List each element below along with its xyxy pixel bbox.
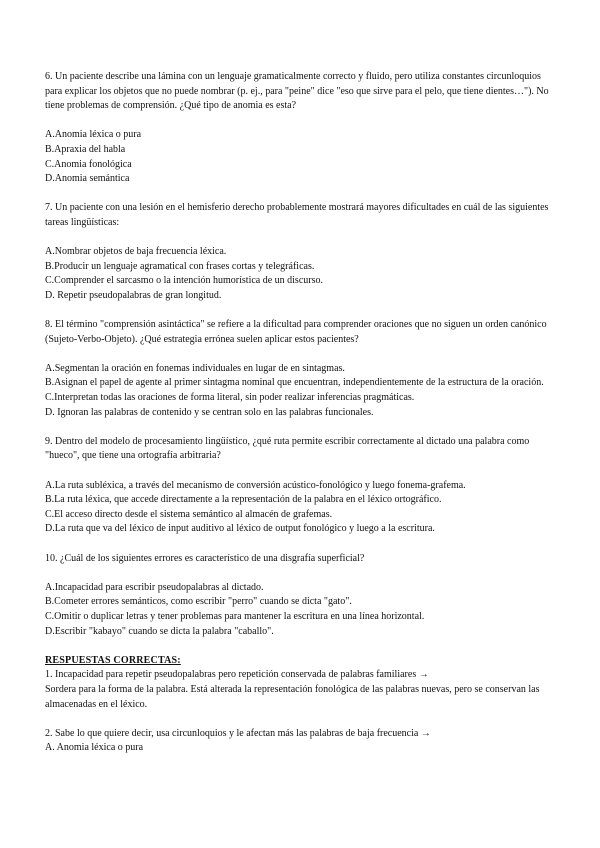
option-d: D. Ignoran las palabras de contenido y se centran solo en las palabras funcionales.	[45, 406, 374, 418]
option-a: A.Segmentan la oración en fonemas individuales en lugar de en sintagmas.	[45, 362, 345, 374]
option-a: A.Anomia léxica o pura	[45, 129, 142, 141]
option-d: D.La ruta que va del léxico de input auditivo al léxico de output fonológico y luego a la escritura.	[45, 523, 435, 535]
option-a: A.Incapacidad para escribir pseudopalabras al dictado.	[45, 581, 264, 593]
answer-2	[45, 727, 560, 756]
answer-text: A. Anomia léxica o pura	[45, 742, 144, 754]
question-6	[45, 70, 560, 187]
option-d: D.Anomia semántica	[45, 173, 130, 185]
answer-1	[45, 668, 560, 712]
option-d: D.Escribir "kabayo" cuando se dicta la palabra "caballo".	[45, 625, 274, 637]
question-stem: 7. Un paciente con una lesión en el hemisferio derecho probablemente mostrará mayores dificultades en cuál de las siguientes tareas lingüísticas:	[45, 202, 549, 228]
answer-text: Sordera para la forma de la palabra. Está alterada la representación fonológica de las palabras nuevas, pero se conservan las almacenadas en el léxico.	[45, 683, 540, 710]
question-stem: 8. El término "comprensión asintáctica" se refiere a la dificultad para comprender oraciones que no siguen un orden canónico (Sujeto-Verbo-Objeto). ¿Qué estrategia errónea suelen aplicar estos pacientes?	[45, 319, 547, 345]
option-a: A.Nombrar objetos de baja frecuencia léxica.	[45, 246, 227, 258]
option-a: A.La ruta subléxica, a través del mecanismo de conversión acústico-fonológico y luego fonema-grafema.	[45, 479, 466, 491]
answer-question: 1. Incapacidad para repetir pseudopalabras pero repetición conservada de palabras familiares →	[45, 669, 429, 681]
question-7	[45, 201, 560, 303]
answers-title: RESPUESTAS CORRECTAS:	[45, 654, 181, 666]
question-8	[45, 318, 560, 420]
question-stem: 6. Un paciente describe una lámina con un lenguaje gramaticalmente correcto y fluido, pero utiliza constantes circunloquios para explicar los objetos que no puede nombrar (p. ej., para "peine" dice "eso que sirve para el pelo, que tiene dientes…"). No tiene problemas de comprensión. ¿Qué tipo de anomia es esta?	[45, 71, 549, 112]
option-b: B.Cometer errores semánticos, como escribir "perro" cuando se dicta "gato".	[45, 596, 352, 608]
option-b: B.Producir un lenguaje agramatical con frases cortas y telegráficas.	[45, 260, 315, 272]
question-stem: 10. ¿Cuál de los siguientes errores es característico de una disgrafía superficial?	[45, 552, 365, 564]
question-9	[45, 435, 560, 537]
question-stem: 9. Dentro del modelo de procesamiento lingüístico, ¿qué ruta permite escribir correctamente al dictado una palabra como "hueco", que tiene una ortografía arbitraria?	[45, 435, 530, 462]
option-d: D. Repetir pseudopalabras de gran longitud.	[45, 289, 222, 301]
option-b: B.Apraxia del habla	[45, 143, 126, 155]
option-b: B.Asignan el papel de agente al primer sintagma nominal que encuentran, independientemente de la estructura de la oración.	[45, 377, 544, 389]
option-c: C.Comprender el sarcasmo o la intención humorística de un discurso.	[45, 275, 323, 287]
option-c: C.Anomia fonológica	[45, 158, 132, 170]
option-c: C.Interpretan todas las oraciones de forma literal, sin poder realizar inferencias pragmáticas.	[45, 392, 415, 404]
option-c: C.El acceso directo desde el sistema semántico al almacén de grafemas.	[45, 508, 333, 520]
answers-section	[45, 654, 560, 756]
answer-question: 2. Sabe lo que quiere decir, usa circunloquios y le afectan más las palabras de baja frecuencia →	[45, 727, 431, 739]
option-b: B.La ruta léxica, que accede directamente a la representación de la palabra en el léxico ortográfico.	[45, 494, 442, 506]
option-c: C.Omitir o duplicar letras y tener problemas para mantener la escritura en una línea horizontal.	[45, 610, 425, 622]
question-10	[45, 552, 560, 640]
